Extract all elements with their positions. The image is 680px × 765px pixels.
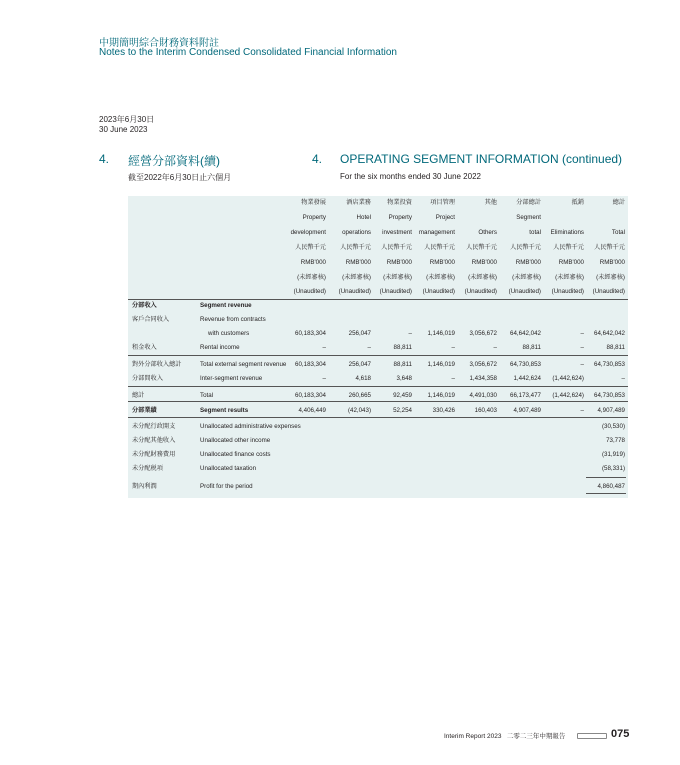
table-rule <box>586 493 626 494</box>
table-cell: 4,860,487 <box>597 483 625 490</box>
table-cell: 92,459 <box>393 392 412 399</box>
col-header-en1: Project <box>435 214 455 221</box>
table-cell: (30,530) <box>601 423 625 430</box>
page-number: 075 <box>611 728 630 740</box>
row-label-en: Profit for the period <box>200 483 253 490</box>
table-rule <box>128 417 628 418</box>
col-audit-cn: (未經審核) <box>297 274 326 281</box>
header-row-audit-en <box>128 286 628 298</box>
col-audit-en: (Unaudited) <box>592 288 625 295</box>
col-unit-en: RMB'000 <box>300 259 326 266</box>
row-label-cn: 總計 <box>132 392 145 399</box>
table-cell: – <box>621 375 625 382</box>
row-label-cn: 對外分部收入總計 <box>132 361 182 368</box>
col-header-en2: total <box>529 229 541 236</box>
row-label-en: Unallocated taxation <box>200 465 257 472</box>
col-audit-en: (Unaudited) <box>293 288 326 295</box>
row-label-cn: 未分配財務費用 <box>132 451 176 458</box>
col-unit-en: RMB'000 <box>515 259 541 266</box>
table-cell: 88,811 <box>606 344 625 351</box>
table-cell: 1,146,019 <box>427 392 455 399</box>
table-cell: 3,056,672 <box>469 361 497 368</box>
section-title-en: OPERATING SEGMENT INFORMATION (continued) <box>340 152 623 166</box>
col-header-en2: operations <box>342 229 371 236</box>
table-cell: – <box>580 344 584 351</box>
table-row <box>128 314 628 326</box>
date-en: 30 June 2023 <box>99 125 148 134</box>
table-cell: – <box>451 344 455 351</box>
row-label-cn: 客戶合同收入 <box>132 316 170 323</box>
row-label-cn: 未分配其他收入 <box>132 437 176 444</box>
col-audit-cn: (未經審核) <box>342 274 371 281</box>
row-label-en: Unallocated finance costs <box>200 451 271 458</box>
table-cell: (1,442,624) <box>552 375 584 382</box>
col-audit-cn: (未經審核) <box>512 274 541 281</box>
table-cell: 4,907,489 <box>597 407 625 414</box>
col-audit-cn: (未經審核) <box>596 274 625 281</box>
col-unit-cn: 人民幣千元 <box>340 244 371 251</box>
col-unit-cn: 人民幣千元 <box>594 244 625 251</box>
table-cell: – <box>322 344 326 351</box>
header-row-unit-en <box>128 257 628 269</box>
col-audit-cn: (未經審核) <box>555 274 584 281</box>
table-row <box>128 481 628 493</box>
table-row <box>128 328 628 340</box>
table-cell: – <box>493 344 497 351</box>
table-rule <box>586 477 626 478</box>
table-rule <box>128 386 628 387</box>
header-row-en1 <box>128 212 628 224</box>
col-audit-en: (Unaudited) <box>464 288 497 295</box>
col-unit-cn: 人民幣千元 <box>424 244 455 251</box>
table-row <box>128 405 628 417</box>
table-cell: 88,811 <box>522 344 541 351</box>
col-unit-cn: 人民幣千元 <box>553 244 584 251</box>
table-cell: – <box>451 375 455 382</box>
col-unit-en: RMB'000 <box>429 259 455 266</box>
row-label-en: Total external segment revenue <box>200 361 287 368</box>
table-cell: 330,426 <box>432 407 455 414</box>
table-cell: – <box>322 375 326 382</box>
row-label-en: Segment revenue <box>200 302 252 309</box>
table-cell: 64,730,853 <box>510 361 541 368</box>
col-unit-en: RMB'000 <box>599 259 625 266</box>
col-header-cn: 物業投資 <box>387 199 412 206</box>
col-header-cn: 項目管理 <box>430 199 455 206</box>
col-header-en1: Property <box>388 214 412 221</box>
table-cell: 64,642,042 <box>510 330 541 337</box>
row-label-cn: 未分配行政開支 <box>132 423 176 430</box>
table-rule <box>128 401 628 402</box>
header-title-en: Notes to the Interim Condensed Consolidated Financial Information <box>99 47 397 58</box>
row-label-cn: 未分配税項 <box>132 465 163 472</box>
table-row <box>128 435 628 447</box>
col-header-cn: 總計 <box>612 199 625 206</box>
table-cell: 1,146,019 <box>427 361 455 368</box>
table-cell: – <box>367 344 371 351</box>
table-rule <box>128 355 628 356</box>
header-row-audit-cn <box>128 272 628 284</box>
col-header-en2: management <box>418 229 455 236</box>
table-cell: (1,442,624) <box>552 392 584 399</box>
col-audit-en: (Unaudited) <box>379 288 412 295</box>
col-unit-en: RMB'000 <box>558 259 584 266</box>
header-row-en2 <box>128 227 628 239</box>
table-cell: 4,907,489 <box>513 407 541 414</box>
col-unit-cn: 人民幣千元 <box>510 244 541 251</box>
row-label-en: Inter-segment revenue <box>200 375 263 382</box>
table-row <box>128 342 628 354</box>
col-audit-en: (Unaudited) <box>338 288 371 295</box>
row-label-cn: 租金收入 <box>132 344 157 351</box>
col-header-en2: Total <box>611 229 625 236</box>
table-cell: 60,183,304 <box>295 330 326 337</box>
table-cell: (42,043) <box>347 407 371 414</box>
col-unit-en: RMB'000 <box>345 259 371 266</box>
header-title-cn: 中期簡明綜合財務資料附註 <box>99 38 219 49</box>
table-cell: 256,047 <box>348 361 371 368</box>
table-cell: 3,648 <box>396 375 412 382</box>
section-subtitle-cn: 截至2022年6月30日止六個月 <box>128 173 232 182</box>
table-cell: 52,254 <box>393 407 412 414</box>
header-row-cn <box>128 197 628 209</box>
col-unit-cn: 人民幣千元 <box>466 244 497 251</box>
col-audit-cn: (未經審核) <box>426 274 455 281</box>
row-label-en: Rental income <box>200 344 240 351</box>
table-cell: – <box>580 407 584 414</box>
section-number-cn: 4. <box>99 152 110 166</box>
table-row <box>128 449 628 461</box>
table-cell: 1,146,019 <box>427 330 455 337</box>
table-cell: 64,730,853 <box>594 392 625 399</box>
col-unit-en: RMB'000 <box>386 259 412 266</box>
col-header-cn: 物業發展 <box>301 199 326 206</box>
col-header-en2: investment <box>382 229 412 236</box>
table-row <box>128 300 628 312</box>
table-cell: 1,434,358 <box>469 375 497 382</box>
col-unit-cn: 人民幣千元 <box>381 244 412 251</box>
row-label-en: Segment results <box>200 407 249 414</box>
footer-report-en: Interim Report 2023 <box>444 733 502 740</box>
table-cell: (58,331) <box>601 465 625 472</box>
table-cell: 88,811 <box>393 344 412 351</box>
row-label-cn: 分部間收入 <box>132 375 163 382</box>
row-label-en: Unallocated other income <box>200 437 271 444</box>
table-row <box>128 373 628 385</box>
date-cn: 2023年6月30日 <box>99 115 155 124</box>
col-audit-cn: (未經審核) <box>468 274 497 281</box>
col-header-en2: development <box>290 229 326 236</box>
col-header-en2: Others <box>478 229 497 236</box>
table-cell: 3,056,672 <box>469 330 497 337</box>
row-label-cn: 期內利潤 <box>132 483 157 490</box>
row-label-en: Total <box>200 392 214 399</box>
col-audit-en: (Unaudited) <box>422 288 455 295</box>
col-unit-en: RMB'000 <box>471 259 497 266</box>
row-label-en: Unallocated administrative expenses <box>200 423 301 430</box>
table-cell: – <box>580 330 584 337</box>
col-audit-en: (Unaudited) <box>551 288 584 295</box>
footer-bar <box>577 733 607 739</box>
table-cell: 1,442,624 <box>513 375 541 382</box>
row-label-en: with customers <box>208 330 250 337</box>
table-cell: – <box>408 330 412 337</box>
table-cell: 73,778 <box>606 437 625 444</box>
table-row <box>128 463 628 475</box>
section-number-en: 4. <box>312 152 323 166</box>
col-audit-en: (Unaudited) <box>508 288 541 295</box>
header-row-unit-cn <box>128 242 628 254</box>
col-header-en1: Hotel <box>356 214 371 221</box>
table-cell: 64,642,042 <box>594 330 625 337</box>
row-label-en: Revenue from contracts <box>200 316 266 323</box>
table-rule <box>128 299 628 300</box>
table-cell: 160,403 <box>474 407 497 414</box>
table-cell: 60,183,304 <box>295 392 326 399</box>
footer-report-cn: 二零二三年中期報告 <box>506 733 566 740</box>
table-row <box>128 421 628 433</box>
col-header-cn: 分部總計 <box>516 199 541 206</box>
table-cell: 4,406,449 <box>298 407 326 414</box>
col-header-cn: 抵銷 <box>571 199 584 206</box>
section-title-cn: 經營分部資料(續) <box>128 154 220 168</box>
col-header-en1: Property <box>302 214 326 221</box>
table-cell: (31,919) <box>601 451 625 458</box>
col-header-cn: 其他 <box>484 199 497 206</box>
table-cell: – <box>580 361 584 368</box>
table-cell: 256,047 <box>348 330 371 337</box>
row-label-cn: 分部收入 <box>132 302 157 309</box>
table-row <box>128 359 628 371</box>
table-cell: 4,618 <box>355 375 371 382</box>
table-cell: 88,811 <box>393 361 412 368</box>
col-header-en1: Segment <box>516 214 541 221</box>
col-unit-cn: 人民幣千元 <box>295 244 326 251</box>
section-subtitle-en: For the six months ended 30 June 2022 <box>340 172 481 181</box>
row-label-cn: 分部業績 <box>132 407 157 414</box>
table-cell: 4,491,030 <box>469 392 497 399</box>
table-cell: 64,730,853 <box>594 361 625 368</box>
table-cell: 260,665 <box>348 392 371 399</box>
footer-report-title <box>444 731 565 740</box>
table-cell: 66,173,477 <box>510 392 541 399</box>
table-cell: 60,183,304 <box>295 361 326 368</box>
col-audit-cn: (未經審核) <box>383 274 412 281</box>
col-header-cn: 酒店業務 <box>346 199 371 206</box>
col-header-en2: Eliminations <box>550 229 584 236</box>
